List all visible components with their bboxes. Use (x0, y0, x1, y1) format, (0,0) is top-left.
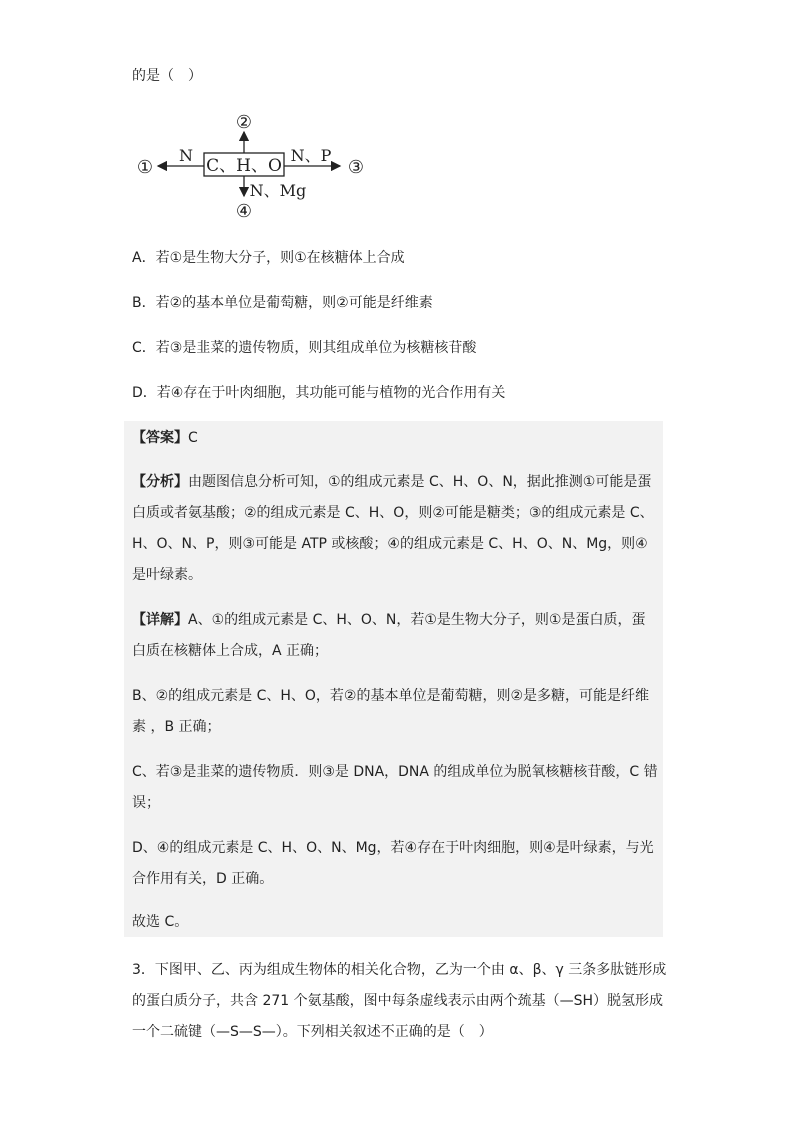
option-d: D．若④存在于叶肉细胞，其功能可能与植物的光合作用有关 (132, 385, 506, 401)
answer-tag: 【答案】 (132, 430, 188, 446)
answer-line (132, 428, 198, 448)
node-2: ② (235, 112, 253, 133)
analysis-line (132, 472, 651, 492)
node-3: ③ (347, 157, 365, 178)
analysis-line: H、O、N、P，则③可能是 ATP 或核酸；④的组成元素是 C、H、O、N、Mg，则④ (132, 536, 648, 552)
detail-c-line: C、若③是韭菜的遗传物质．则③是 DNA，DNA 的组成单位为脱氧核糖核苷酸，C 错 (132, 764, 658, 780)
analysis-line: 白质或者氨基酸；②的组成元素是 C、H、O，则②可能是糖类；③的组成元素是 C、 (132, 505, 654, 521)
option-b: B．若②的基本单位是葡萄糖，则②可能是纤维素 (132, 295, 433, 311)
answer-value: C (188, 430, 198, 446)
conclusion: 故选 C。 (132, 914, 189, 930)
node-1: ① (136, 157, 154, 178)
analysis-line: 是叶绿素。 (132, 567, 202, 583)
detail-b-line: 素 ，B 正确； (132, 719, 221, 735)
question-stem-tail: 的是（ ） (132, 68, 202, 84)
question-3-line: 的蛋白质分子，共含 271 个氨基酸，图中每条虚线表示由两个巯基（—SH）脱氢形成 (132, 993, 664, 1009)
detail-a-text: A、①的组成元素是 C、H、O、N，若①是生物大分子，则①是蛋白质，蛋 (188, 612, 646, 628)
option-c: C．若③是韭菜的遗传物质，则其组成单位为核糖核苷酸 (132, 340, 477, 356)
detail-d-line: 合作用有关，D 正确。 (132, 871, 274, 887)
right-label: N、P (290, 146, 332, 165)
left-label: N (179, 146, 193, 165)
node-4: ④ (235, 201, 253, 222)
detail-d-line: D、④的组成元素是 C、H、O、N、Mg，若④存在于叶肉细胞，则④是叶绿素，与光 (132, 840, 654, 856)
option-a: A．若①是生物大分子，则①在核糖体上合成 (132, 250, 405, 266)
detail-b-line: B、②的组成元素是 C、H、O，若②的基本单位是葡萄糖，则②是多糖，可能是纤维 (132, 688, 650, 704)
center-elements: C、H、O (206, 156, 282, 176)
analysis-tag: 【分析】 (132, 474, 188, 490)
detail-tag: 【详解】 (132, 612, 188, 628)
analysis-text: 由题图信息分析可知，①的组成元素是 C、H、O、N，据此推测①可能是蛋 (188, 474, 652, 490)
question-3-line: 一个二硫键（—S—S—）。下列相关叙述不正确的是（ ） (132, 1024, 493, 1040)
detail-c-line: 误； (132, 795, 160, 811)
detail-a-line: 白质在核糖体上合成，A 正确； (132, 643, 329, 659)
solution-block (124, 421, 663, 937)
detail-a-line (132, 610, 645, 630)
down-label: N、Mg (249, 181, 307, 200)
question-3-line: 3．下图甲、乙、丙为组成生物体的相关化合物，乙为一个由 α、β、γ 三条多肽链形成 (132, 962, 667, 978)
